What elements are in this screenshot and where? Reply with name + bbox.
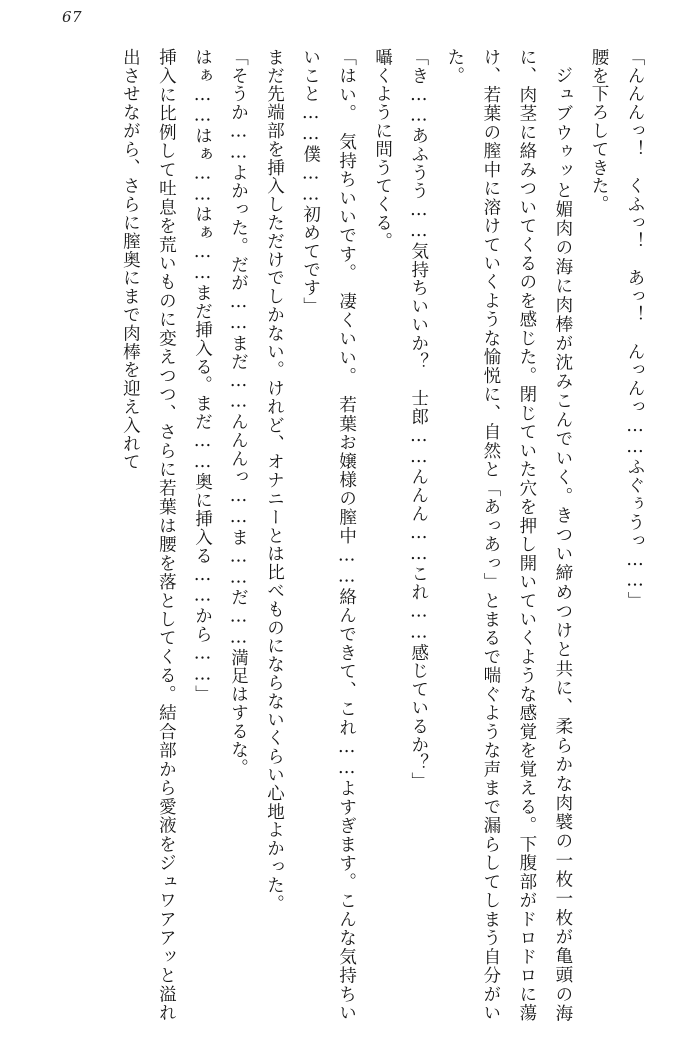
paragraph: 「んんんっ！ くふっ！ あっ！ んっんっ……ふぐぅうっ……」 — [625, 48, 645, 610]
paragraph: 囁くように問うてくる。 — [372, 48, 393, 251]
paragraph: 「き……あふうう……気持ちいいか？ 士郎……んんん……これ……感じているか？」 — [408, 48, 429, 791]
paragraph: 腰を下ろしてきた。 — [588, 48, 609, 214]
page-number: 67 — [62, 8, 83, 26]
paragraph: 「はい。 気持ちいいです。 凄くいい。 若葉お嬢様の膣中……絡んできて、これ……よすぎます。こんな気持ちいいこと……僕……初めてです」 — [300, 48, 357, 1022]
paragraph: 挿入に比例して吐息を荒いものに変えつつ、さらに若葉は腰を落としてくる。結合部から愛液をジュワアアッと溢れ出させながら、さらに膣奥にまで肉棒を迎え入れて — [120, 48, 177, 1022]
vertical-text-body — [40, 48, 653, 1022]
paragraph: まだ先端部を挿入しただけでしかない。けれど、オナニーとは比べものにならないくらい心地よかった。 — [264, 48, 285, 913]
paragraph: 「そうか……よかった。だが……まだ……んんんっ……ま……だ……満足はするな。 — [228, 48, 249, 778]
paragraph: はぁ……はぁ……はぁ……まだ挿入る。まだ……奥に挿入る……から……」 — [192, 48, 213, 704]
paragraph: ジュブウゥッと媚肉の海に肉棒が沈みこんでいく。きつい締めつけと共に、柔らかな肉襞の一枚一枚が亀頭の海に、肉茎に絡みついてくるのを感じた。閉じていた穴を押し開いていくような感覚を覚える。下腹部がドロドロに蕩け、若葉の膣中に溶けていくような愉悦に、自然と「あっあっ」とまるで喘ぐような声まで漏らしてしまう自分がいた。 — [444, 48, 573, 1022]
